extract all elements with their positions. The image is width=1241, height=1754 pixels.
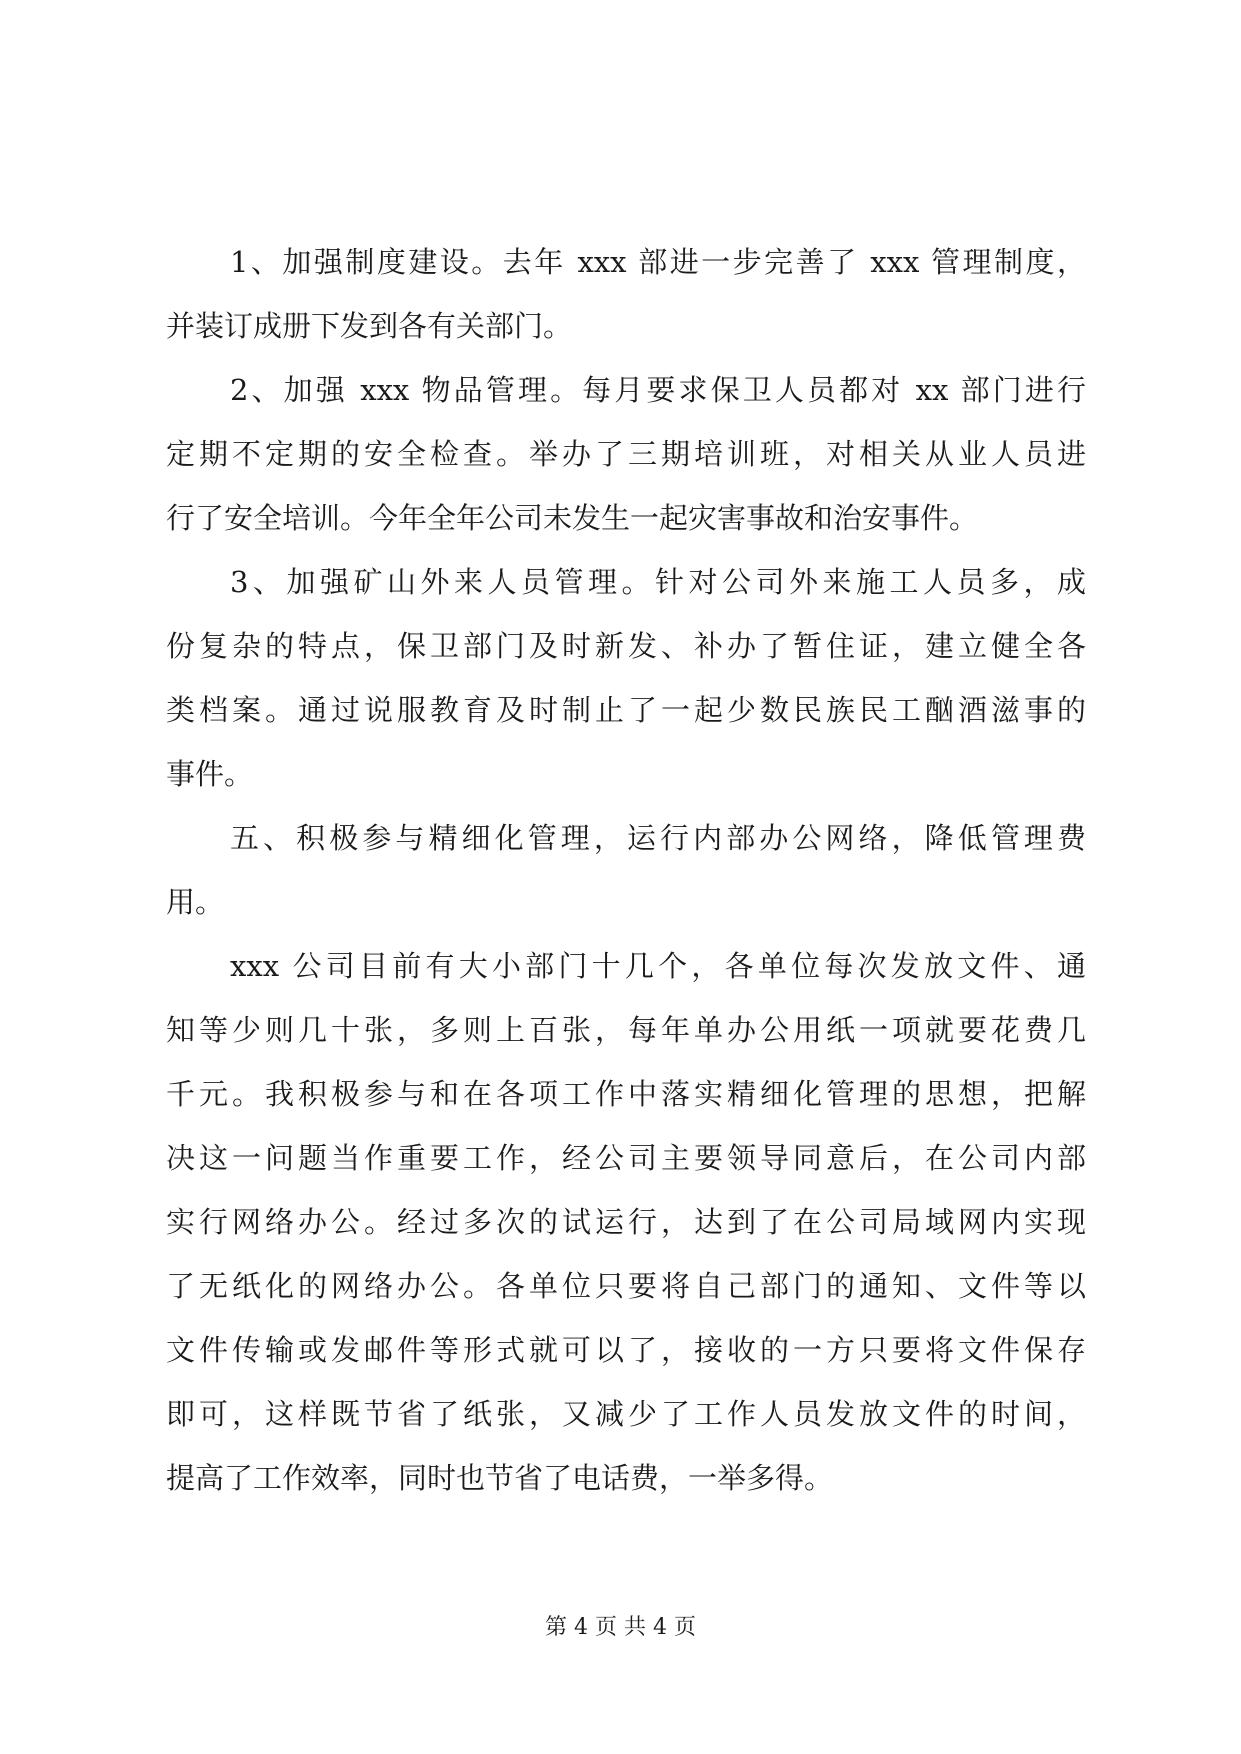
paragraph-line: 即可，这样既节省了纸张，又减少了工作人员发放文件的时间， xyxy=(166,1397,1086,1431)
paragraph-line: 1、加强制度建设。去年 xxx 部进一步完善了 xxx 管理制度， xyxy=(230,245,1086,279)
paragraph-line: 提高了工作效率，同时也节省了电话费，一举多得。 xyxy=(166,1461,834,1495)
document-body xyxy=(166,230,1086,1510)
paragraph-line: 文件传输或发邮件等形式就可以了，接收的一方只要将文件保存 xyxy=(166,1333,1086,1367)
paragraph-1 xyxy=(166,230,1086,358)
page-number-footer: 第 4 页 共 4 页 xyxy=(545,1615,696,1640)
paragraph-line: 了无纸化的网络办公。各单位只要将自己部门的通知、文件等以 xyxy=(166,1269,1086,1303)
paragraph-2 xyxy=(166,358,1086,550)
paragraph-line: 决这一问题当作重要工作，经公司主要领导同意后，在公司内部 xyxy=(166,1141,1086,1175)
paragraph-line: 份复杂的特点，保卫部门及时新发、补办了暂住证，建立健全各 xyxy=(166,629,1086,663)
paragraph-line: xxx 公司目前有大小部门十几个，各单位每次发放文件、通 xyxy=(230,949,1086,983)
paragraph-line: 用。 xyxy=(166,885,225,919)
paragraph-5 xyxy=(166,934,1086,1510)
paragraph-line: 并装订成册下发到各有关部门。 xyxy=(166,309,573,343)
paragraph-line: 2、加强 xxx 物品管理。每月要求保卫人员都对 xx 部门进行 xyxy=(230,373,1086,407)
paragraph-line: 五、积极参与精细化管理，运行内部办公网络，降低管理费 xyxy=(230,821,1086,855)
paragraph-line: 类档案。通过说服教育及时制止了一起少数民族民工酗酒滋事的 xyxy=(166,693,1086,727)
paragraph-line: 定期不定期的安全检查。举办了三期培训班，对相关从业人员进 xyxy=(166,437,1086,471)
paragraph-line: 3、加强矿山外来人员管理。针对公司外来施工人员多，成 xyxy=(230,565,1086,599)
paragraph-line: 事件。 xyxy=(166,757,254,791)
paragraph-line: 行了安全培训。今年全年公司未发生一起灾害事故和治安事件。 xyxy=(166,501,979,535)
section-heading-5 xyxy=(166,806,1086,934)
paragraph-3 xyxy=(166,550,1086,806)
paragraph-line: 千元。我积极参与和在各项工作中落实精细化管理的思想，把解 xyxy=(166,1077,1086,1111)
paragraph-line: 知等少则几十张，多则上百张，每年单办公用纸一项就要花费几 xyxy=(166,1013,1086,1047)
paragraph-line: 实行网络办公。经过多次的试运行，达到了在公司局域网内实现 xyxy=(166,1205,1086,1239)
